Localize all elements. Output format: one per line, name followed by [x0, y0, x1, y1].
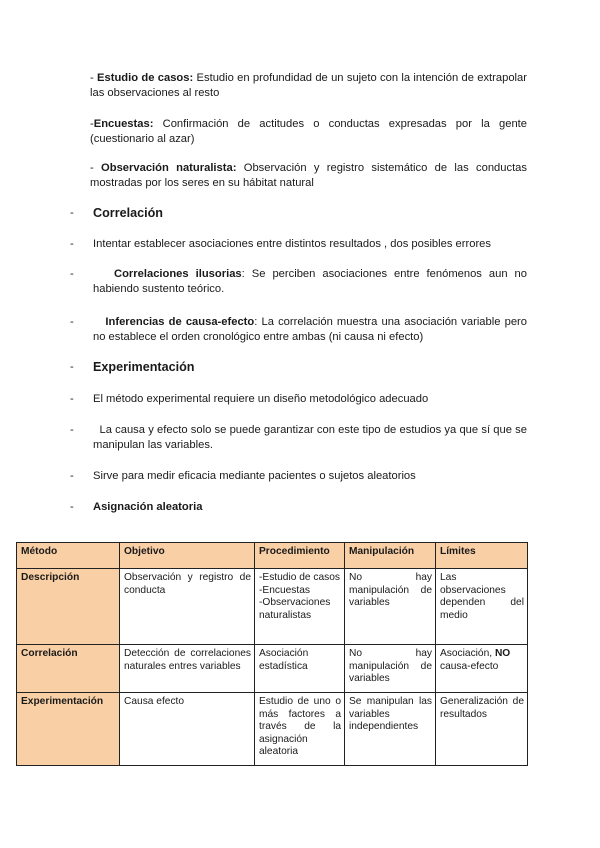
label-correlaciones-ilusorias: Correlaciones ilusorias: [114, 268, 242, 280]
list-item: [70, 423, 527, 451]
procedimiento-line: -Observaciones naturalistas: [259, 597, 331, 621]
bullet-dash: -: [70, 238, 74, 250]
list-item: [70, 315, 527, 343]
bullet-dash: -: [70, 393, 74, 405]
bullet-dash: -: [70, 424, 74, 436]
correlacion-item-2: [93, 267, 527, 297]
text-encuestas: Confirmación de actitudes o conductas expresadas por la gente (cuestionario al azar): [90, 118, 527, 145]
table-row: [17, 569, 528, 645]
text-experimentacion-2: La causa y efecto solo se puede garantizar con este tipo de estudios ya que sí que se manipulan las variables.: [93, 424, 527, 451]
cell-limites: [436, 645, 528, 693]
bullet-dash: -: [70, 268, 74, 280]
heading-correlacion: Correlación: [93, 206, 163, 220]
list-item: [70, 469, 527, 484]
cell-limites: Generalización de resultados: [436, 693, 528, 766]
bullet-dash: -: [70, 470, 74, 482]
paragraph-observacion: - Observación naturalista: Observación y registro sistemático de las conductas mostradas por los seres en su hábitat natural: [90, 162, 527, 189]
header-manipulacion: Manipulación: [345, 543, 436, 569]
list-item: [70, 392, 527, 407]
bullet-dash: -: [70, 316, 74, 328]
cell-objetivo: Causa efecto: [120, 693, 255, 766]
label-encuestas: Encuestas:: [93, 118, 154, 130]
heading-experimentacion: Experimentación: [93, 360, 195, 374]
label-inferencias: Inferencias de causa-efecto: [105, 316, 255, 328]
list-item: [70, 237, 527, 252]
table-header-row: [17, 543, 528, 569]
paragraph-estudio-casos: - Estudio de casos: Estudio en profundidad de un sujeto con la intención de extrapolar las observaciones al resto: [90, 72, 527, 99]
cell-objetivo: Detección de correlaciones naturales entres variables: [120, 645, 255, 693]
bullet-dash: -: [70, 207, 74, 219]
list-item: [70, 267, 528, 295]
limites-text-a: Asociación,: [440, 648, 495, 659]
cell-metodo: Experimentación: [17, 693, 120, 766]
cell-manipulacion: No hay manipulación de variables: [345, 569, 436, 645]
text-observacion: Observación y registro sistemático de las conductas mostradas por los seres en su hábitat natural: [90, 162, 527, 189]
paragraph-encuestas: -Encuestas: Confirmación de actitudes o conductas expresadas por la gente (cuestionario al azar): [90, 118, 527, 145]
cell-manipulacion: No hay manipulación de variables: [345, 645, 436, 693]
section-correlacion-heading: [70, 206, 527, 221]
cell-manipulacion: Se manipulan las variables independientes: [345, 693, 436, 766]
limites-text-c: causa-efecto: [440, 660, 499, 672]
experimentacion-item-2: [93, 423, 527, 453]
correlacion-item-3: [93, 315, 527, 345]
cell-procedimiento: Estudio de uno o más factores a través de la asignación aleatoria: [255, 693, 345, 766]
bullet-dash: -: [70, 361, 74, 373]
list-item: [70, 500, 527, 515]
text-correlaciones-ilusorias: : Se perciben asociaciones entre fenómenos aun no habiendo sustento teórico.: [93, 268, 528, 295]
label-observacion: Observación naturalista:: [101, 162, 237, 174]
section-experimentacion-heading: [70, 360, 527, 375]
cell-objetivo: Observación y registro de conducta: [120, 569, 255, 645]
table-row: [17, 693, 528, 766]
limites-text-b: NO: [494, 648, 511, 659]
experimentacion-item-4: Asignación aleatoria: [93, 501, 203, 513]
bullet-dash: -: [70, 501, 74, 513]
header-procedimiento: Procedimiento: [255, 543, 345, 569]
text-estudio-casos: Estudio en profundidad de un sujeto con la intención de extrapolar las observaciones al resto: [90, 72, 527, 99]
cell-metodo: Descripción: [17, 569, 120, 645]
header-limites: Límites: [436, 543, 528, 569]
table-row: [17, 645, 528, 693]
experimentacion-item-3: Sirve para medir eficacia mediante pacientes o sujetos aleatorios: [93, 470, 416, 482]
label-estudio-casos: Estudio de casos:: [97, 72, 194, 84]
header-metodo: Método: [17, 543, 120, 569]
correlacion-item-1: Intentar establecer asociaciones entre distintos resultados , dos posibles errores: [93, 238, 491, 250]
procedimiento-line: -Encuestas: [259, 584, 310, 596]
text-inferencias: : La correlación muestra una asociación variable pero no establece el orden cronológico entre ambas (ni causa ni efecto): [93, 316, 527, 343]
procedimiento-line: -Estudio de casos: [259, 572, 340, 583]
cell-procedimiento: Asociación estadística: [255, 645, 345, 693]
cell-procedimiento: [255, 569, 345, 645]
cell-limites: Las observaciones dependen del medio: [436, 569, 528, 645]
cell-metodo: Correlación: [17, 645, 120, 693]
header-objetivo: Objetivo: [120, 543, 255, 569]
methods-table: [16, 542, 528, 766]
experimentacion-item-1: El método experimental requiere un diseño metodológico adecuado: [93, 393, 429, 405]
